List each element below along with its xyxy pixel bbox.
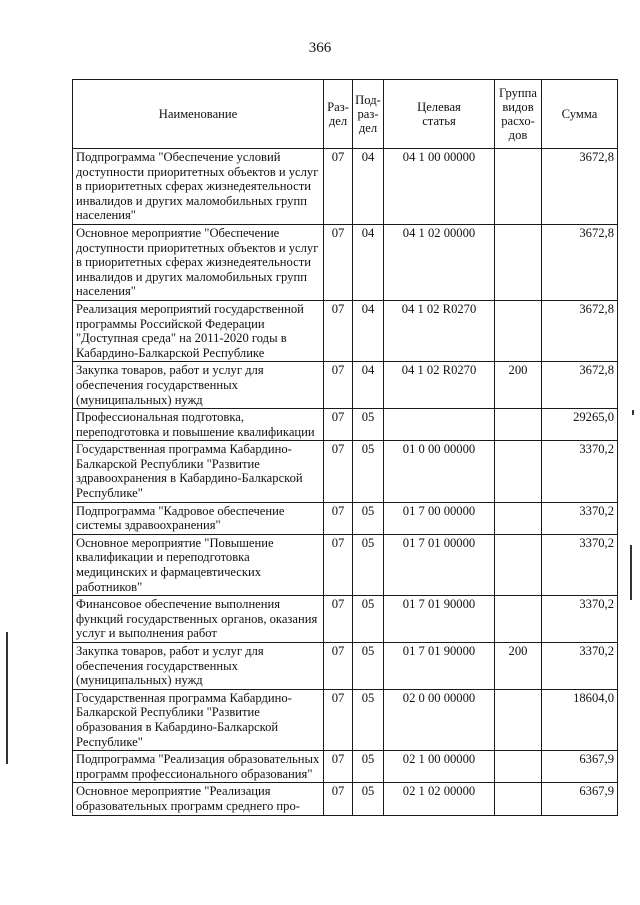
cell-statya: 01 0 00 00000: [384, 441, 495, 502]
cell-statya: 04 1 02 R0270: [384, 362, 495, 409]
cell-gruppa: [495, 534, 542, 595]
table-row: [73, 596, 618, 643]
cell-name: Реализация мероприятий государственной программы Российской Федерации "Доступная среда" на 2011-2020 годы в Кабардино-Балкарской Республике: [73, 300, 324, 361]
cell-gruppa: [495, 409, 542, 441]
cell-razdel: 07: [324, 689, 353, 750]
cell-name: Закупка товаров, работ и услуг для обеспечения государственных (муниципальных) нужд: [73, 643, 324, 690]
budget-table: [72, 79, 618, 816]
cell-name: Государственная программа Кабардино-Балкарской Республики "Развитие здравоохранения в Кабардино-Балкарской Республике": [73, 441, 324, 502]
cell-gruppa: 200: [495, 643, 542, 690]
cell-podrazdel: 05: [353, 409, 384, 441]
cell-statya: [384, 409, 495, 441]
cell-name: Основное мероприятие "Обеспечение доступности приоритетных объектов и услуг в приоритетных сферах жизнедеятельности инвалидов и других маломобильных групп населения": [73, 224, 324, 300]
cell-razdel: 07: [324, 224, 353, 300]
header-razdel: Раз- дел: [324, 80, 353, 149]
cell-gruppa: [495, 783, 542, 815]
cell-name: Основное мероприятие "Реализация образовательных программ среднего про-: [73, 783, 324, 815]
cell-statya: 01 7 01 90000: [384, 643, 495, 690]
cell-summa: 18604,0: [542, 689, 618, 750]
cell-razdel: 07: [324, 643, 353, 690]
cell-name: Подпрограмма "Обеспечение условий доступности приоритетных объектов и услуг в приоритетных сферах жизнедеятельности инвалидов и других маломобильных групп населения": [73, 149, 324, 225]
cell-razdel: 07: [324, 409, 353, 441]
cell-summa: 3370,2: [542, 643, 618, 690]
cell-name: Профессиональная подготовка, переподготовка и повышение квалификации: [73, 409, 324, 441]
table-row: [73, 751, 618, 783]
table-row: [73, 643, 618, 690]
cell-gruppa: [495, 596, 542, 643]
cell-razdel: 07: [324, 149, 353, 225]
header-row: [73, 80, 618, 149]
cell-name: Государственная программа Кабардино-Балкарской Республики "Развитие образования в Кабардино-Балкарской Республике": [73, 689, 324, 750]
cell-statya: 01 7 01 90000: [384, 596, 495, 643]
cell-razdel: 07: [324, 534, 353, 595]
header-summa: Сумма: [542, 80, 618, 149]
cell-razdel: 07: [324, 783, 353, 815]
cell-razdel: 07: [324, 441, 353, 502]
cell-summa: 3370,2: [542, 534, 618, 595]
cell-gruppa: [495, 224, 542, 300]
cell-statya: 02 1 00 00000: [384, 751, 495, 783]
table-row: [73, 300, 618, 361]
cell-gruppa: [495, 689, 542, 750]
cell-summa: 6367,9: [542, 783, 618, 815]
cell-summa: 6367,9: [542, 751, 618, 783]
cell-statya: 02 1 02 00000: [384, 783, 495, 815]
cell-name: Подпрограмма "Реализация образовательных программ профессионального образования": [73, 751, 324, 783]
page-number: 366: [308, 40, 332, 56]
cell-statya: 02 0 00 00000: [384, 689, 495, 750]
cell-podrazdel: 05: [353, 534, 384, 595]
cell-summa: 3370,2: [542, 596, 618, 643]
cell-name: Подпрограмма "Кадровое обеспечение системы здравоохранения": [73, 502, 324, 534]
cell-podrazdel: 05: [353, 502, 384, 534]
cell-razdel: 07: [324, 300, 353, 361]
cell-statya: 01 7 01 00000: [384, 534, 495, 595]
cell-podrazdel: 05: [353, 783, 384, 815]
cell-podrazdel: 04: [353, 149, 384, 225]
cell-name: Закупка товаров, работ и услуг для обеспечения государственных (муниципальных) нужд: [73, 362, 324, 409]
cell-gruppa: [495, 441, 542, 502]
cell-summa: 29265,0: [542, 409, 618, 441]
table-row: [73, 534, 618, 595]
table-row: [73, 224, 618, 300]
table-row: [73, 441, 618, 502]
cell-name: Основное мероприятие "Повышение квалификации и переподготовка медицинских и фармацевтических работников": [73, 534, 324, 595]
table-row: [73, 362, 618, 409]
cell-podrazdel: 04: [353, 362, 384, 409]
cell-podrazdel: 05: [353, 596, 384, 643]
table-row: [73, 149, 618, 225]
table-row: [73, 783, 618, 815]
cell-razdel: 07: [324, 502, 353, 534]
cell-statya: 04 1 02 00000: [384, 224, 495, 300]
cell-podrazdel: 04: [353, 224, 384, 300]
table-row: [73, 409, 618, 441]
cell-summa: 3370,2: [542, 502, 618, 534]
cell-summa: 3672,8: [542, 224, 618, 300]
cell-statya: 04 1 02 R0270: [384, 300, 495, 361]
cell-gruppa: 200: [495, 362, 542, 409]
cell-gruppa: [495, 751, 542, 783]
scan-mark-left: [6, 632, 8, 764]
header-statya: Целевая статья: [384, 80, 495, 149]
cell-gruppa: [495, 300, 542, 361]
cell-name: Финансовое обеспечение выполнения функций государственных органов, оказания услуг и выполнения работ: [73, 596, 324, 643]
cell-summa: 3672,8: [542, 149, 618, 225]
scan-mark-right-1: [632, 410, 634, 415]
cell-podrazdel: 05: [353, 751, 384, 783]
cell-razdel: 07: [324, 362, 353, 409]
table-row: [73, 689, 618, 750]
cell-summa: 3672,8: [542, 362, 618, 409]
cell-summa: 3672,8: [542, 300, 618, 361]
header-gruppa: Группа видов расхо- дов: [495, 80, 542, 149]
header-podrazdel: Под- раз- дел: [353, 80, 384, 149]
cell-statya: 01 7 00 00000: [384, 502, 495, 534]
cell-gruppa: [495, 502, 542, 534]
cell-statya: 04 1 00 00000: [384, 149, 495, 225]
cell-podrazdel: 05: [353, 441, 384, 502]
header-name: Наименование: [73, 80, 324, 149]
cell-razdel: 07: [324, 596, 353, 643]
cell-podrazdel: 05: [353, 643, 384, 690]
cell-podrazdel: 05: [353, 689, 384, 750]
cell-gruppa: [495, 149, 542, 225]
cell-razdel: 07: [324, 751, 353, 783]
scan-mark-right-2: [630, 545, 632, 600]
cell-summa: 3370,2: [542, 441, 618, 502]
cell-podrazdel: 04: [353, 300, 384, 361]
table-row: [73, 502, 618, 534]
table-body: [73, 149, 618, 816]
